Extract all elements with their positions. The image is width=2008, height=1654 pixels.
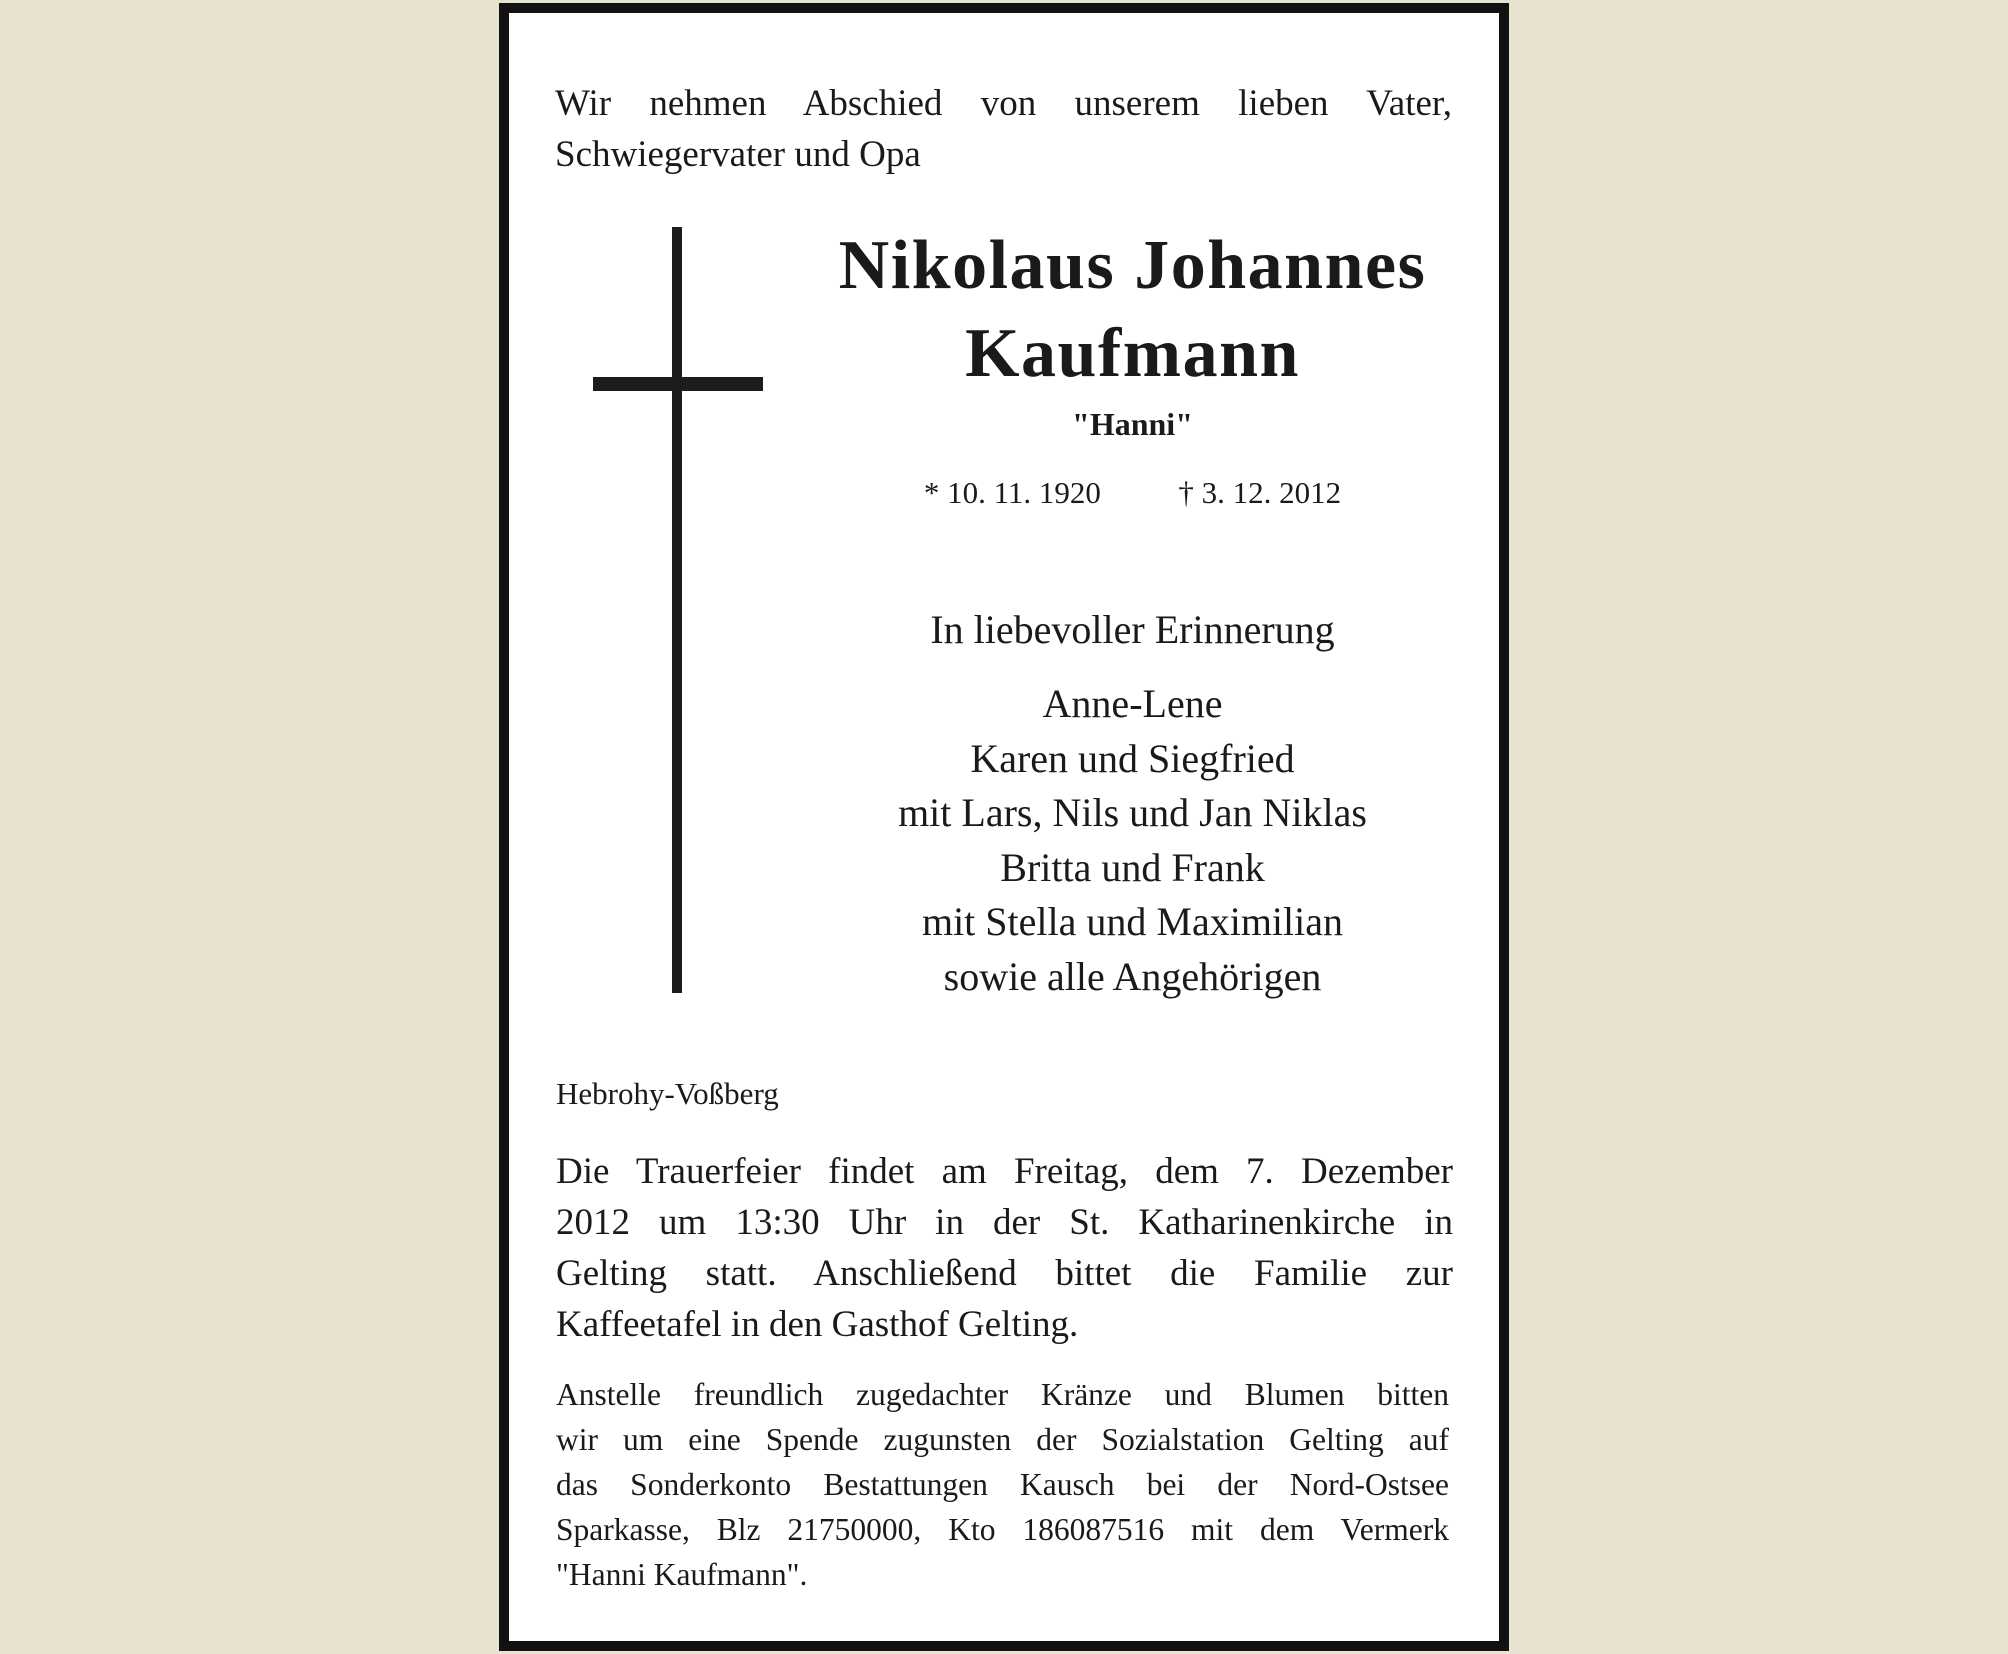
donation-line: "Hanni Kaufmann". (556, 1557, 808, 1592)
deceased-name (780, 222, 1485, 398)
birth-date: * 10. 11. 1920 (923, 475, 1101, 510)
name-line: Nikolaus Johannes (838, 227, 1427, 304)
cross-horizontal-bar (593, 377, 763, 391)
cross-vertical-bar (672, 227, 682, 993)
family-line: Karen und Siegfried (970, 735, 1295, 781)
memorial-heading: In liebevoller Erinnerung (930, 607, 1335, 652)
family-line: mit Stella und Maximilian (921, 899, 1344, 944)
family-list (780, 677, 1485, 1004)
donation-line: das Sonderkonto Bestattungen Kausch bei der Nord-Ostsee (556, 1467, 1449, 1502)
ceremony-line: Kaffeetafel in den Gasthof Gelting. (556, 1304, 1079, 1345)
nickname: "Hanni" (1072, 406, 1193, 442)
ceremony-line: Die Trauerfeier findet am Freitag, dem 7. Dezember (556, 1151, 1453, 1192)
ceremony-text (556, 1146, 1453, 1350)
intro-line: Wir nehmen Abschied von unserem lieben Vater, (555, 83, 1452, 124)
donation-line: Sparkasse, Blz 21750000, Kto 186087516 mit dem Vermerk (556, 1512, 1449, 1547)
family-line: Anne-Lene (1042, 681, 1223, 726)
ceremony-line: 2012 um 13:30 Uhr in der St. Katharinenkirche in (556, 1202, 1453, 1243)
intro-line: Schwiegervater und Opa (555, 134, 921, 175)
death-date: † 3. 12. 2012 (1178, 475, 1342, 510)
place-name: Hebrohy-Voßberg (556, 1076, 779, 1111)
donation-line: Anstelle freundlich zugedachter Kränze und Blumen bitten (556, 1377, 1449, 1412)
ceremony-line: Gelting statt. Anschließend bittet die Familie zur (556, 1253, 1453, 1294)
family-line: sowie alle Angehörigen (943, 953, 1322, 999)
donation-line: wir um eine Spende zugunsten der Sozialstation Gelting auf (556, 1422, 1449, 1457)
family-line: Britta und Frank (1000, 844, 1265, 890)
life-dates (780, 473, 1485, 513)
intro-text (555, 78, 1452, 180)
name-line: Kaufmann (965, 315, 1300, 392)
donation-text (556, 1372, 1449, 1597)
family-line: mit Lars, Nils und Jan Niklas (898, 790, 1367, 835)
